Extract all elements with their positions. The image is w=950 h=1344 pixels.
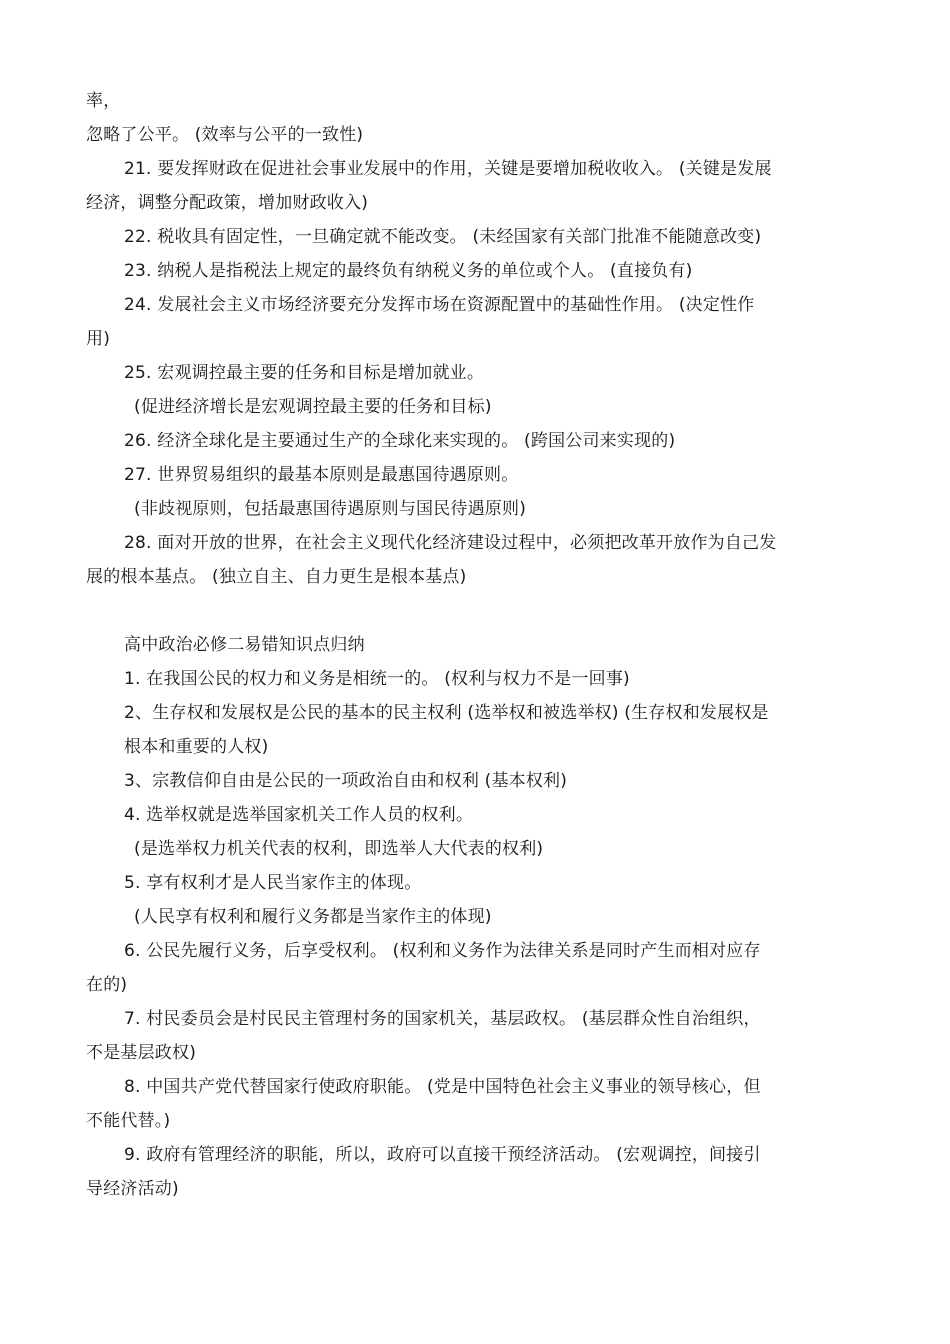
text-line: 25. 宏观调控最主要的任务和目标是增加就业。	[124, 363, 485, 383]
text-line: 展的根本基点。 (独立自主、自力更生是根本基点)	[86, 567, 467, 587]
text-line: 导经济活动)	[86, 1179, 179, 1199]
text-line: 在的)	[86, 975, 128, 995]
text-line: 2、生存权和发展权是公民的基本的民主权利 (选举权和被选举权) (生存权和发展权是	[124, 703, 769, 723]
text-line: 率，	[86, 91, 121, 111]
text-line: 用)	[86, 329, 111, 349]
text-line: 不是基层政权)	[86, 1043, 197, 1063]
text-line: 8. 中国共产党代替国家行使政府职能。 (党是中国特色社会主义事业的领导核心，但	[124, 1077, 761, 1097]
text-line: 24. 发展社会主义市场经济要充分发挥市场在资源配置中的基础性作用。 (决定性作	[124, 295, 755, 315]
text-line: 1. 在我国公民的权力和义务是相统一的。 (权利与权力不是一回事)	[124, 669, 630, 689]
text-line: 7. 村民委员会是村民民主管理村务的国家机关，基层政权。 (基层群众性自治组织，	[124, 1009, 761, 1029]
text-line: 根本和重要的人权)	[124, 737, 269, 757]
text-line: 5. 享有权利才是人民当家作主的体现。	[124, 873, 422, 893]
text-line: (是选举权力机关代表的权利，即选举人大代表的权利)	[134, 839, 544, 859]
text-line: 26. 经济全球化是主要通过生产的全球化来实现的。 (跨国公司来实现的)	[124, 431, 676, 451]
text-line: 22. 税收具有固定性，一旦确定就不能改变。 (未经国家有关部门批准不能随意改变)	[124, 227, 762, 247]
text-line: 3、宗教信仰自由是公民的一项政治自由和权利 (基本权利)	[124, 771, 568, 791]
section-heading: 高中政治必修二易错知识点归纳	[124, 635, 365, 655]
text-line: 9. 政府有管理经济的职能，所以，政府可以直接干预经济活动。 (宏观调控，间接引	[124, 1145, 761, 1165]
blank-line	[86, 594, 866, 628]
text-line: (非歧视原则，包括最惠国待遇原则与国民待遇原则)	[134, 499, 527, 519]
text-line: 21. 要发挥财政在促进社会事业发展中的作用，关键是要增加税收收入。 (关键是发展	[124, 159, 772, 179]
text-line: 23. 纳税人是指税法上规定的最终负有纳税义务的单位或个人。 (直接负有)	[124, 261, 693, 281]
text-line: 经济，调整分配政策，增加财政收入)	[86, 193, 369, 213]
text-line: 6. 公民先履行义务，后享受权利。 (权利和义务作为法律关系是同时产生而相对应存	[124, 941, 761, 961]
document-page	[86, 84, 866, 1206]
text-line: 27. 世界贸易组织的最基本原则是最惠国待遇原则。	[124, 465, 519, 485]
text-line: 不能代替。)	[86, 1111, 171, 1131]
text-line: (促进经济增长是宏观调控最主要的任务和目标)	[134, 397, 492, 417]
text-line: 4. 选举权就是选举国家机关工作人员的权利。	[124, 805, 474, 825]
text-line: 忽略了公平。 (效率与公平的一致性)	[86, 125, 364, 145]
text-line: (人民享有权利和履行义务都是当家作主的体现)	[134, 907, 492, 927]
text-line: 28. 面对开放的世界，在社会主义现代化经济建设过程中，必须把改革开放作为自己发	[124, 533, 777, 553]
